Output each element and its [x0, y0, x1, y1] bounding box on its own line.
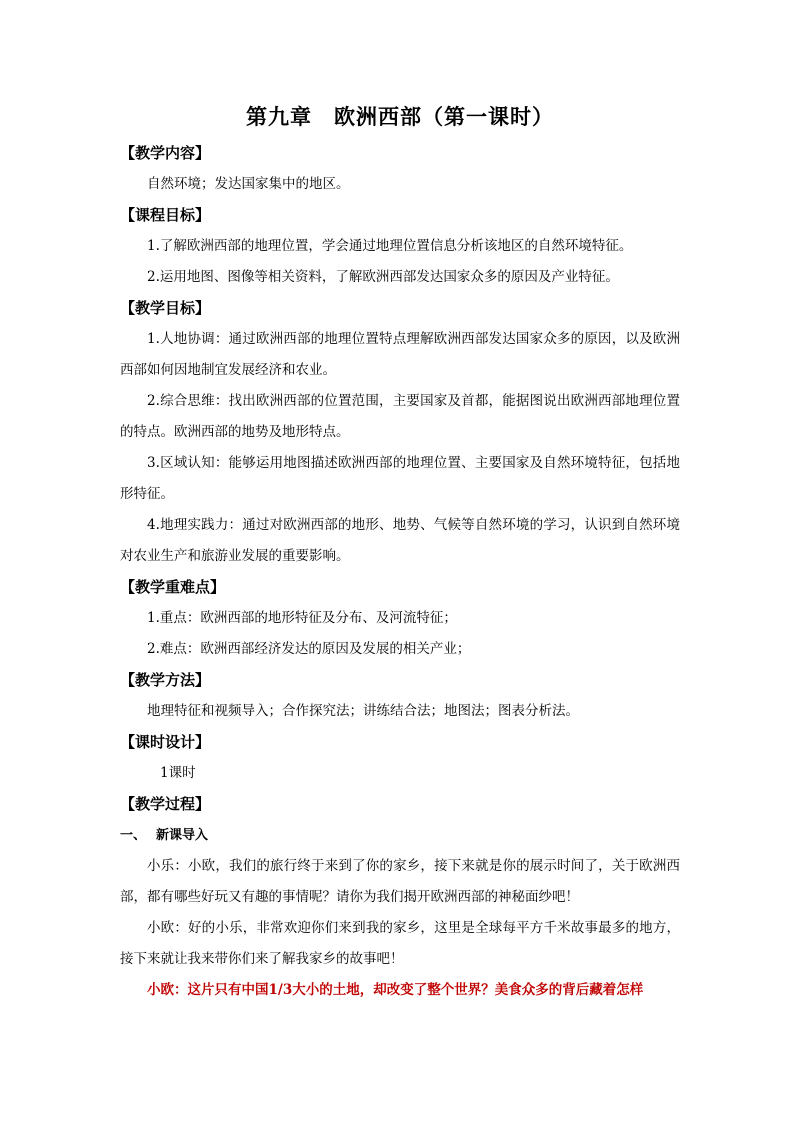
section-heading-teaching-goals: 【教学目标】 [120, 299, 211, 317]
process-subheading-number: 一、 [120, 828, 147, 843]
periods-text: 1课时 [160, 765, 196, 781]
key-point-item: 1.重点：欧洲西部的地形特征及分布、及河流特征； [147, 610, 457, 626]
process-subheading [120, 820, 680, 851]
methods-text: 地理特征和视频导入；合作探究法；讲练结合法；地图法；图表分析法。 [147, 703, 579, 719]
document-page [120, 100, 680, 1006]
section-heading-content: 【教学内容】 [120, 144, 211, 162]
teaching-goal-item: 3.区域认知：能够运用地图描述欧洲西部的地理位置、主要国家及自然环境特征，包括地形特征。 [120, 455, 680, 502]
key-point-item: 2.难点：欧洲西部经济发达的原因及发展的相关产业； [147, 641, 471, 657]
section-heading-key-points: 【教学重难点】 [120, 578, 226, 596]
section-heading-methods: 【教学方法】 [120, 671, 211, 689]
section-heading-periods: 【课时设计】 [120, 733, 211, 751]
highlight-paragraph: 小欧：这片只有中国1/3大小的土地，却改变了整个世界？美食众多的背后藏着怎样 [147, 982, 644, 998]
dialogue-paragraph: 小欧：好的小乐，非常欢迎你们来到我的家乡，这里是全球每平方千米故事最多的地方，接下来就让我来带你们来了解我家乡的故事吧！ [120, 920, 680, 967]
course-goal-item: 2.运用地图、图像等相关资料，了解欧洲西部发达国家众多的原因及产业特征。 [147, 269, 619, 285]
section-heading-process: 【教学过程】 [120, 795, 211, 813]
teaching-goal-item: 4.地理实践力：通过对欧洲西部的地形、地势、气候等自然环境的学习，认识到自然环境对农业生产和旅游业发展的重要影响。 [120, 517, 680, 564]
teaching-goal-item: 1.人地协调：通过欧洲西部的地理位置特点理解欧洲西部发达国家众多的原因，以及欧洲西部如何因地制宜发展经济和农业。 [120, 331, 680, 378]
teaching-goal-item: 2.综合思维：找出欧洲西部的位置范围，主要国家及首都，能据图说出欧洲西部地理位置的特点。欧洲西部的地势及地形特点。 [120, 393, 680, 440]
dialogue-paragraph: 小乐：小欧，我们的旅行终于来到了你的家乡，接下来就是你的展示时间了，关于欧洲西部，都有哪些好玩又有趣的事情呢？请你为我们揭开欧洲西部的神秘面纱吧！ [120, 858, 680, 905]
content-text: 自然环境；发达国家集中的地区。 [147, 176, 350, 192]
section-heading-course-goals: 【课程目标】 [120, 206, 211, 224]
process-subheading-title: 新课导入 [156, 828, 209, 843]
course-goal-item: 1.了解欧洲西部的地理位置，学会通过地理位置信息分析该地区的自然环境特征。 [147, 238, 633, 254]
page-title: 第九章 欧洲西部（第一课时） [246, 104, 554, 129]
